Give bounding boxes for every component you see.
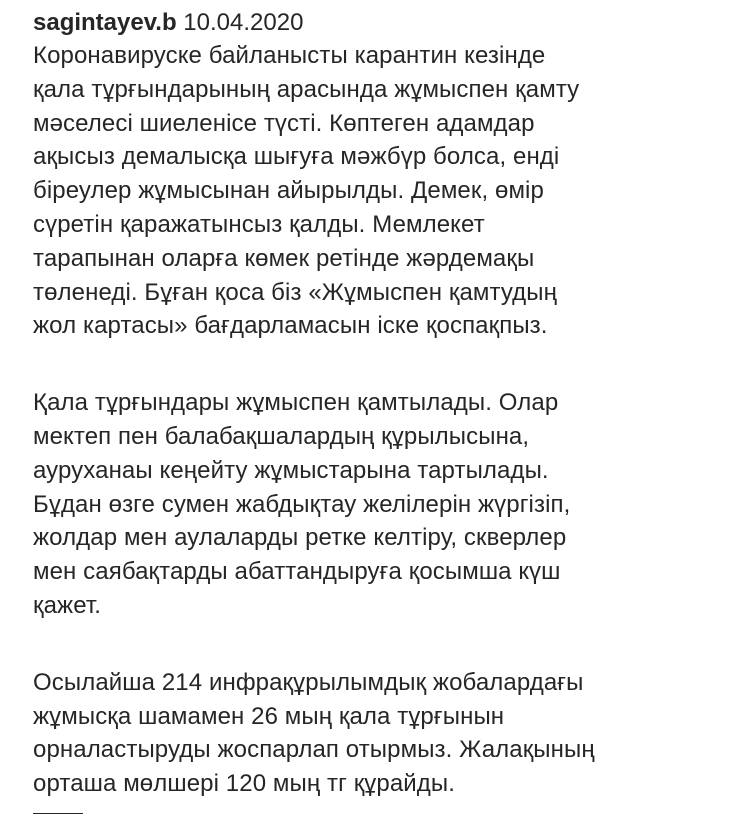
paragraph-spacer xyxy=(33,343,733,386)
post-date: 10.04.2020 xyxy=(183,9,304,36)
caption-line: біреулер жұмысынан айырылды. Демек, өмір xyxy=(33,177,544,205)
caption-line: Коронавируске байланысты карантин кезінде xyxy=(33,42,546,69)
caption-line: Осылайша 214 инфрақұрылымдық жобалардағы xyxy=(33,668,584,696)
caption-line: жолдар мен аулаларды ретке келтіру, скверлер xyxy=(33,524,567,552)
caption-line: жол картасы» бағдарламасын іске қоспақпыз. xyxy=(33,312,548,340)
caption-paragraph-3 xyxy=(33,666,733,801)
caption-line: орналастыруды жоспарлап отырмыз. Жалақының xyxy=(33,736,595,764)
username-link[interactable]: sagintayev.b xyxy=(33,9,177,36)
caption-line: қажет. xyxy=(33,591,102,619)
caption-line: жұмысқа шамамен 26 мың қала тұрғынын xyxy=(33,702,505,730)
caption-line: Қала тұрғындары жұмыспен қамтылады. Олар xyxy=(33,389,559,417)
paragraph-spacer xyxy=(33,623,733,666)
post-caption xyxy=(33,6,733,814)
caption-line: қала тұрғындарының арасында жұмыспен қамту xyxy=(33,75,580,103)
post-header xyxy=(33,6,733,39)
caption-line: сүретін қаражатынсыз қалды. Мемлекет xyxy=(33,210,485,238)
caption-line: орташа мөлшері 120 мың тг құрайды. xyxy=(33,770,456,798)
caption-paragraph-1 xyxy=(33,39,733,343)
caption-line: мәселесі шиеленісе түсті. Көптеген адамдар xyxy=(33,109,535,137)
caption-paragraph-2 xyxy=(33,386,733,623)
caption-line: мен саябақтарды абаттандыруға қосымша күш xyxy=(33,558,561,586)
caption-line: төленеді. Бұған қоса біз «Жұмыспен қамтудың xyxy=(33,278,557,306)
caption-line: Бұдан өзге сумен жабдықтау желілерін жүргізіп, xyxy=(33,490,571,518)
caption-line: ақысыз демалысқа шығуға мәжбүр болса, енді xyxy=(33,143,560,171)
caption-line: тарапынан оларға көмек ретінде жәрдемақы xyxy=(33,244,535,272)
caption-line: ауруханаы кеңейту жұмыстарына тартылады. xyxy=(33,456,549,484)
caption-line: мектеп пен балабақшалардың құрылысына, xyxy=(33,422,530,450)
